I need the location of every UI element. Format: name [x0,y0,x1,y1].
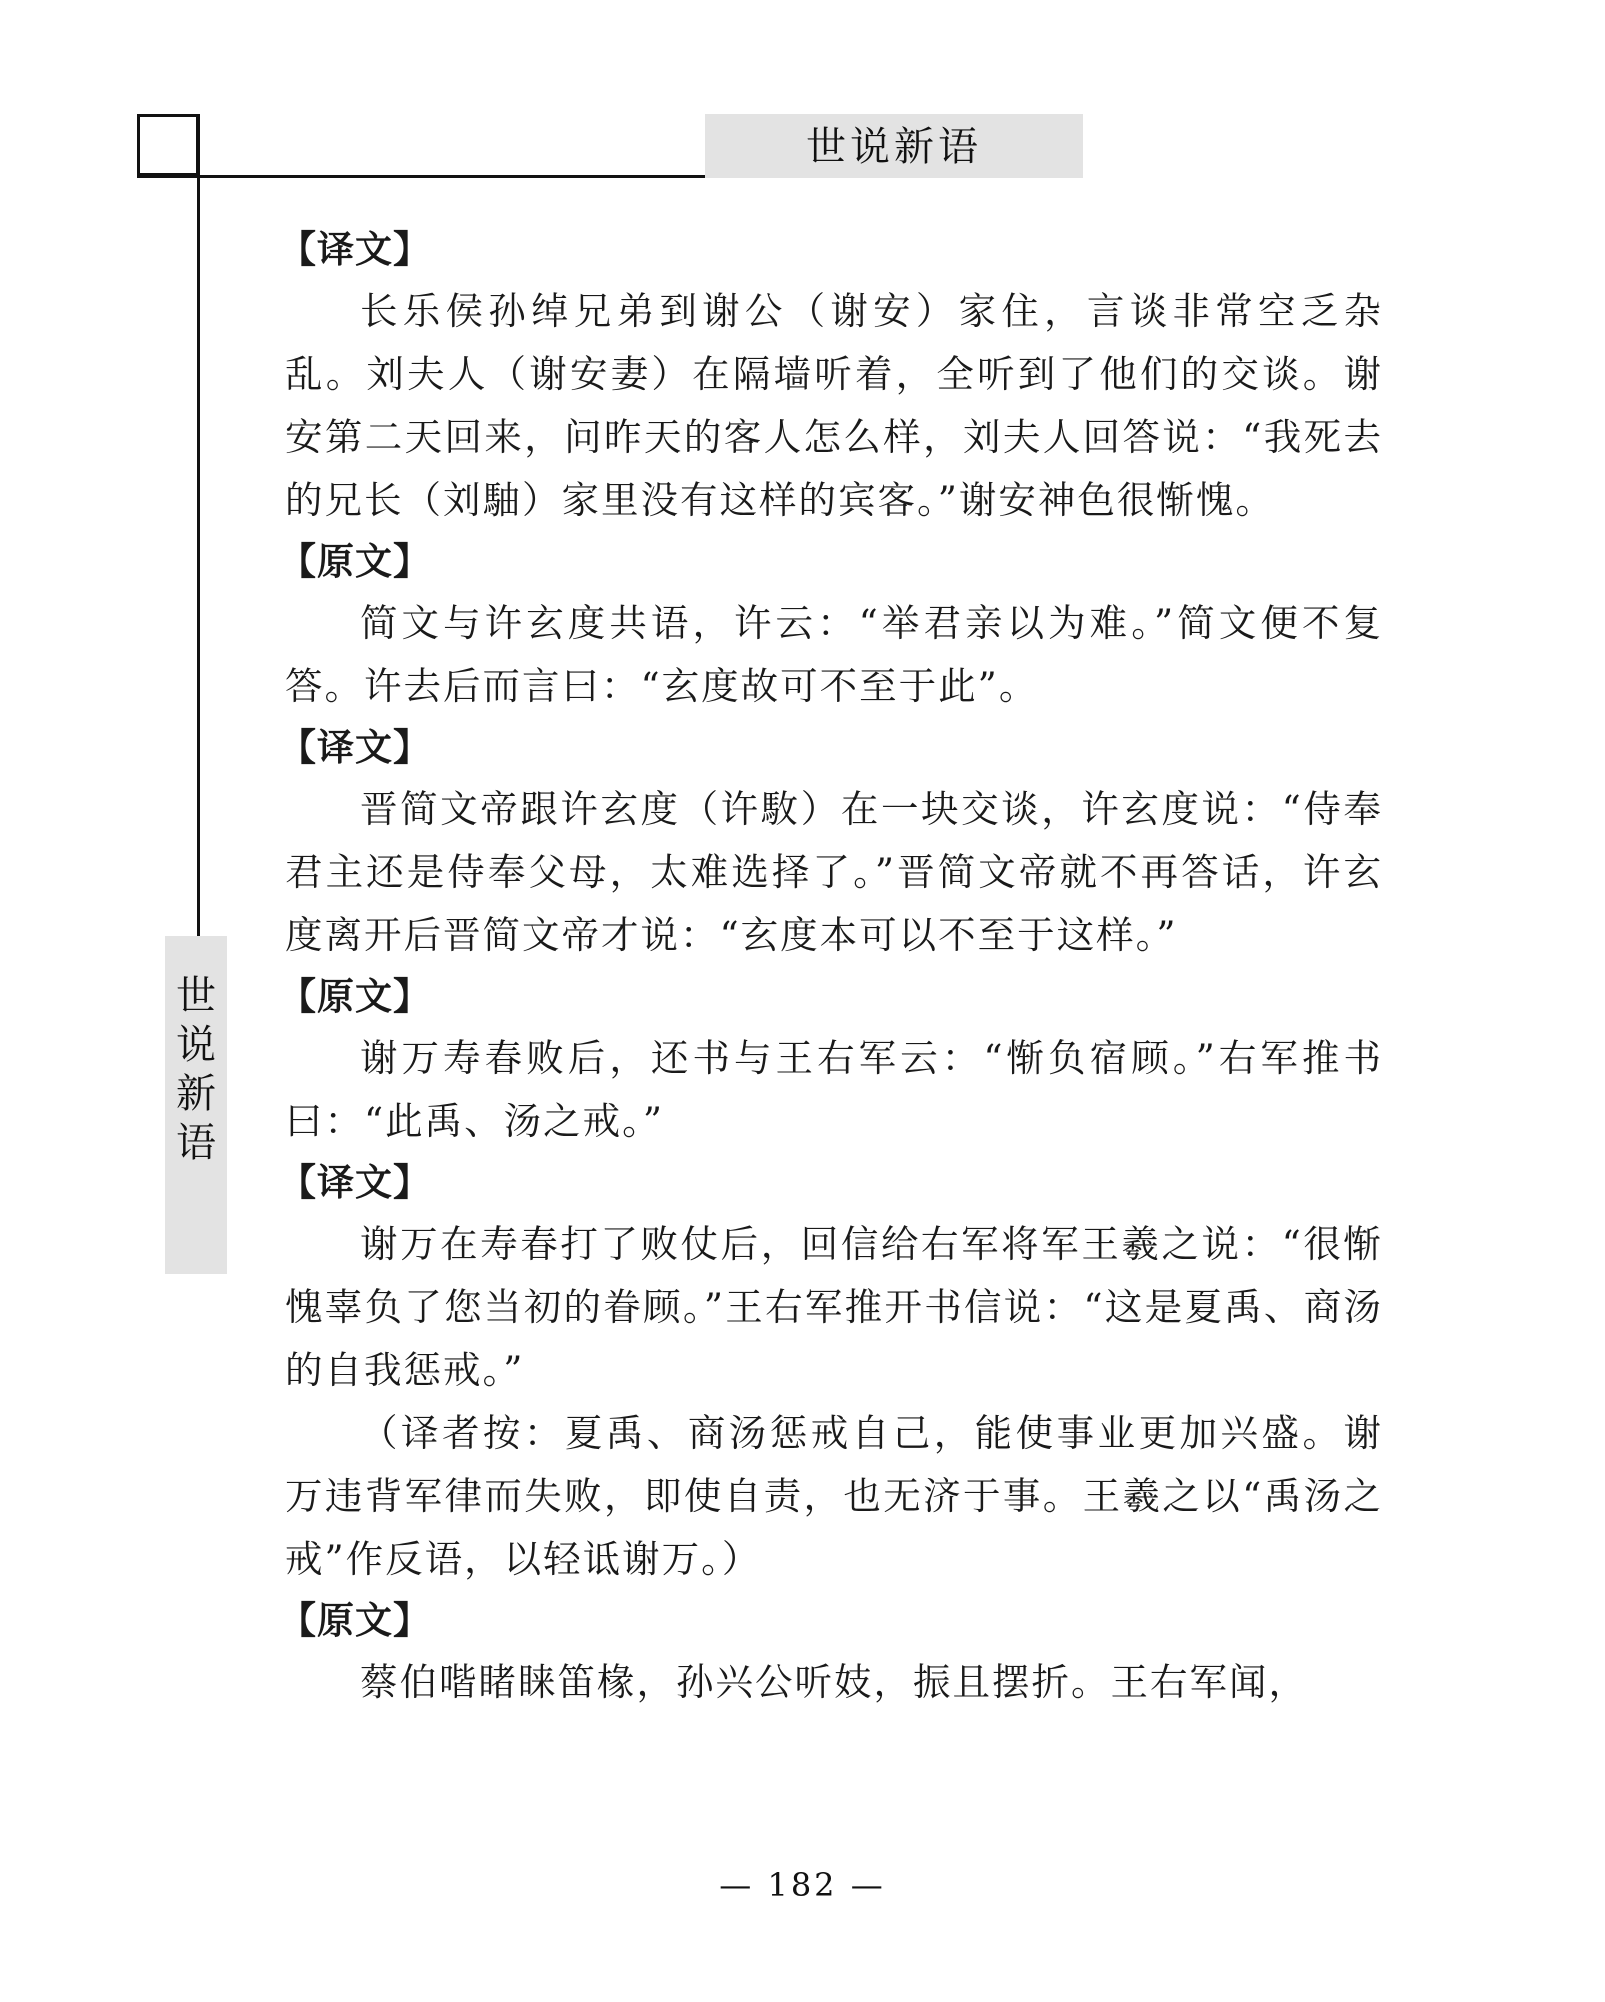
side-tab-char: 说 [176,1022,216,1068]
side-tab-char: 世 [176,973,216,1019]
running-header-title: 世说新语 [705,114,1083,178]
side-tab-char: 语 [176,1120,216,1166]
section-heading: 【原文】 [279,975,431,1018]
corner-bracket-box [137,114,199,176]
paragraph: 晋简文帝跟许玄度（许駇）在一块交谈，许玄度说：“侍奉君主还是侍奉父母，太难选择了。”晋简文帝就不再答话，许玄度离开后晋简文帝才说：“玄度本可以不至于这样。” [285,787,1383,957]
section-heading: 【原文】 [279,1599,431,1642]
paragraph: 谢万在寿春打了败仗后，回信给右军将军王羲之说：“很惭愧辜负了您当初的眷顾。”王右军推开书信说：“这是夏禹、商汤的自我惩戒。” [285,1222,1383,1392]
paragraph: 长乐侯孙绰兄弟到谢公（谢安）家住，言谈非常空乏杂乱。刘夫人（谢安妻）在隔墙听着，全听到了他们的交谈。谢安第二天回来，问昨天的客人怎么样，刘夫人回答说：“我死去的兄长（刘駎）家里没有这样的宾客。”谢安神色很惭愧。 [285,289,1383,522]
translator-note: （译者按：夏禹、商汤惩戒自己，能使事业更加兴盛。谢万违背军律而失败，即使自责，也无济于事。王羲之以“禹汤之戒”作反语，以轻诋谢万。） [285,1411,1383,1581]
section-heading: 【原文】 [279,540,431,583]
paragraph: 蔡伯喈睹睐笛椽，孙兴公听妓，振且摆折。王右军闻， [360,1660,1308,1704]
paragraph: 简文与许玄度共语，许云：“举君亲以为难。”简文便不复答。许去后而言曰：“玄度故可不至于此”。 [285,601,1383,708]
side-tab-char: 新 [176,1071,216,1117]
page-number: — 182 — [719,1866,886,1904]
paragraph: 谢万寿春败后，还书与王右军云：“惭负宿顾。”右军推书曰：“此禹、汤之戒。” [285,1036,1383,1143]
header-rule [137,175,705,178]
section-heading: 【译文】 [279,228,431,271]
side-rule [197,114,200,936]
section-heading: 【译文】 [279,1161,431,1204]
body-text [279,220,1383,1714]
section-heading: 【译文】 [279,726,431,769]
side-thumb-tab [165,936,227,1274]
